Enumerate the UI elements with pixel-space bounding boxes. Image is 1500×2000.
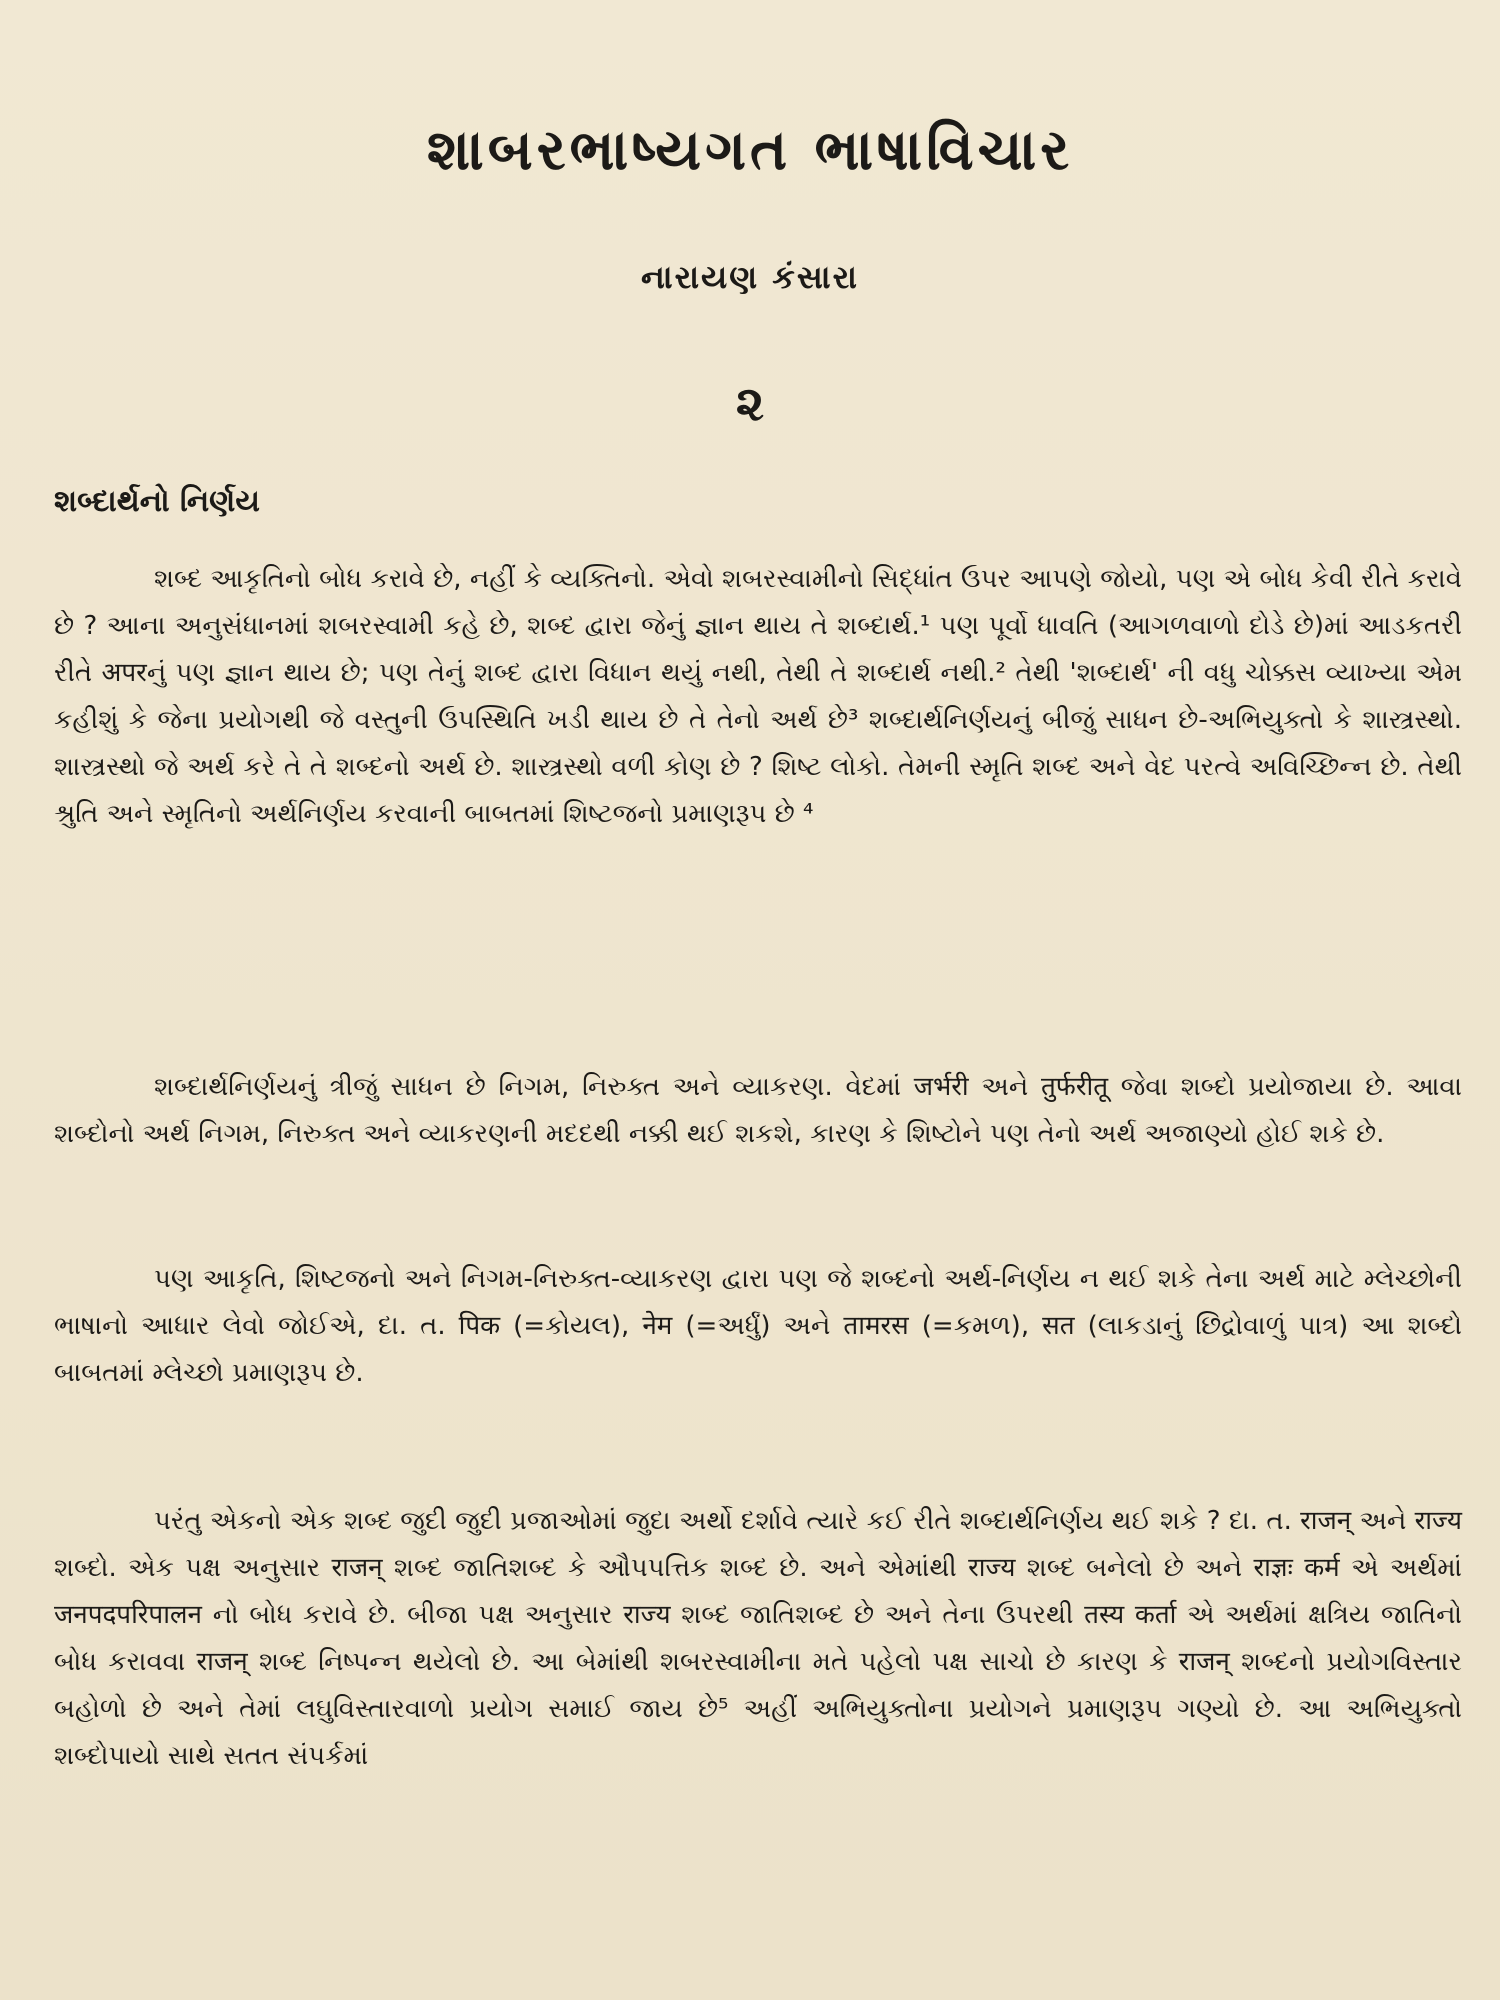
article-title: શાબરભાષ્યગત ભાષાવિચાર bbox=[426, 118, 1074, 183]
section-heading: શબ્દાર્થનો નિર્ણય bbox=[54, 484, 260, 519]
author-name: નારાયણ કંસારા bbox=[640, 258, 860, 296]
part-number: ૨ bbox=[735, 376, 765, 432]
paragraph: પણ આકૃતિ, શિષ્ટજનો અને નિગમ-નિરુક્ત-વ્યાકરણ દ્વારા પણ જે શબ્દનો અર્થ-નિર્ણય ન થઈ શકે તેના અર્થ માટે મ્લેચ્છોની ભાષાનો આધાર લેવો જોઈએ, દા. ત. पिक (=કોયલ), नेम (=અર્ધું) અને तामरस (=કમળ), सत (લાકડાનું છિદ્રોવાળું પાત્ર) આ શબ્દો બાબતમાં મ્લેચ્છો પ્રમાણરૂપ છે. bbox=[54, 1264, 1462, 1388]
paragraph: પરંતુ એકનો એક શબ્દ જુદી જુદી પ્રજાઓમાં જુદા અર્થો દર્શાવે ત્યારે કઈ રીતે શબ્દાર્થનિર્ણય થઈ શકે ? દા. ત. राजन् અને राज्य શબ્દો. એક પક્ષ અનુસાર राजन् શબ્દ જાતિશબ્દ કે ઔપપત્તિક શબ્દ છે. અને એમાંથી राज्य શબ્દ બનેલો છે અને राज्ञः कर्म એ અર્થમાં जनपदपरिपालन નો બોધ કરાવે છે. બીજા પક્ષ અનુસાર राज्य શબ્દ જાતિશબ્દ છે અને તેના ઉપરથી तस्य कर्ता એ અર્થમાં ક્ષત્રિય જાતિનો બોધ કરાવવા राजन् શબ્દ નિષ્પન્ન થયેલો છે. આ બેમાંથી શબરસ્વામીના મતે પહેલો પક્ષ સાચો છે કારણ કે राजन् શબ્દનો પ્રયોગવિસ્તાર બહોળો છે અને તેમાં લઘુવિસ્તારવાળો પ્રયોગ સમાઈ જાય છે⁵ અહીં અભિયુક્તોના પ્રયોગને પ્રમાણરૂપ ગણ્યો છે. આ અભિયુક્તો શબ્દોપાયો સાથે સતત સંપર્કમાં bbox=[54, 1506, 1462, 1771]
paragraph: શબ્દાર્થનિર્ણયનું ત્રીજું સાધન છે નિગમ, નિરુક્ત અને વ્યાકરણ. વેદમાં जर्भरी અને तुर्फरीतू જેવા શબ્દો પ્રયોજાયા છે. આવા શબ્દોનો અર્થ નિગમ, નિરુક્ત અને વ્યાકરણની મદદથી નક્કી થઈ શકશે, કારણ કે શિષ્ટોને પણ તેનો અર્થ અજાણ્યો હોઈ શકે છે. bbox=[54, 1072, 1462, 1149]
paragraph: શબ્દ આકૃતિનો બોધ કરાવે છે, નહીં કે વ્યક્તિનો. એવો શબરસ્વામીનો સિદ્ધાંત ઉપર આપણે જોયો, પણ એ બોધ કેવી રીતે કરાવે છે ? આના અનુસંધાનમાં શબરસ્વામી કહે છે, શબ્દ દ્વારા જેનું જ્ઞાન થાય તે શબ્દાર્થ.¹ પણ પૂર્વો ધાવતિ (આગળવાળો દોડે છે)માં આડકતરી રીતે अपरનું પણ જ્ઞાન થાય છે; પણ તેનું શબ્દ દ્વારા વિધાન થયું નથી, તેથી તે શબ્દાર્થ નથી.² તેથી 'શબ્દાર્થ' ની વધુ ચોક્કસ વ્યાખ્યા એમ કહીશું કે જેના પ્રયોગથી જે વસ્તુની ઉપસ્થિતિ ખડી થાય છે તે તેનો અર્થ છે³ શબ્દાર્થનિર્ણયનું બીજું સાધન છે-અભિયુક્તો કે શાસ્ત્રસ્થો. શાસ્ત્રસ્થો જે અર્થ કરે તે તે શબ્દનો અર્થ છે. શાસ્ત્રસ્થો વળી કોણ છે ? શિષ્ટ લોકો. તેમની સ્મૃતિ શબ્દ અને વેદ પરત્વે અવિચ્છિન્ન છે. તેથી શ્રુતિ અને સ્મૃતિનો અર્થનિર્ણય કરવાની બાબતમાં શિષ્ટજનો પ્રમાણરૂપ છે ⁴ bbox=[54, 564, 1462, 829]
